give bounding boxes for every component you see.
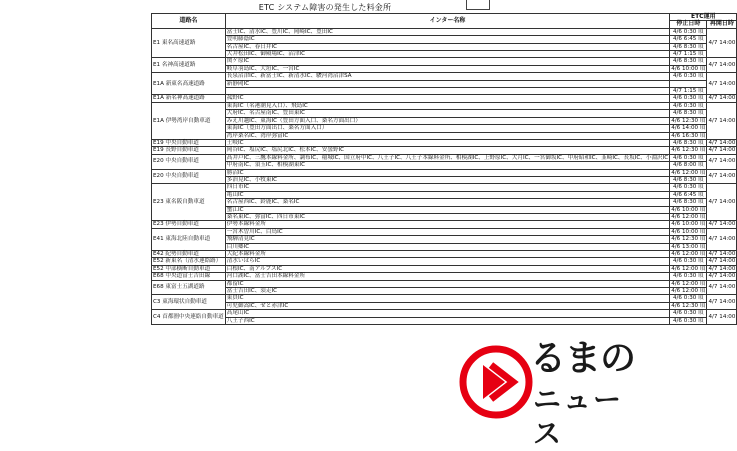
table-row [152,132,737,139]
stop-time-cell: 4/7 1:15 頃 [670,88,707,95]
table-row [152,280,737,287]
interchange-cell: 一宮木曽川IC、白鳥IC [225,228,669,235]
interchange-cell: 菰野IC [225,95,669,102]
table-row [152,310,737,317]
road-name-cell: E68 東富士五湖道路 [152,280,226,295]
interchange-cell: 蟹江IC [225,206,669,213]
table-row [152,236,737,243]
interchange-cell: 岡谷IC、塩尻IC、塩尻北IC、松本IC、安曇野IC [225,147,669,154]
logo-text-line2: ニュース [533,383,624,450]
header-ic: インター名称 [225,14,669,29]
table-row [152,65,737,72]
resume-time-cell: 4/7 14:00 [707,28,737,58]
interchange-cell: 土岐IC [225,139,669,146]
resume-time-cell: 4/7 14:00 [708,265,736,272]
interchange-cell: 名古屋IC、春日井IC [225,43,669,50]
interchange-cell: 名古屋西IC、鈴鹿IC、桑名IC [225,199,669,206]
interchange-cell: 東海IC（名港潮見入口）、飛島IC [225,102,669,109]
interchange-cell: 桑名東IC、弥富IC、四日市東IC [225,213,669,220]
road-name-cell: E19 中央自動車道 [152,139,226,146]
interchange-cell: 都留IC [225,280,669,287]
interchange-cell: 飛騨清見IC [225,236,669,243]
table-row [152,265,737,272]
table-row [152,258,737,265]
interchange-cell: 白根IC、南アルプスIC [225,265,669,272]
interchange-cell: 伊勢本線料金所 [225,221,669,228]
resume-time-cell: 4/7 14:00 [707,295,737,310]
table-row [152,58,737,65]
stop-time-cell: 4/6 0:30 頃 [670,28,707,35]
road-name-cell: E1A 新東名高速道路 [152,73,226,95]
interchange-cell: 東員IC [225,295,669,302]
header-resume: 再開日時 [707,21,737,28]
road-name-cell: E1 名神高速道路 [152,58,226,73]
table-row [152,273,737,280]
stop-time-cell: 4/6 8:30 頃 [670,58,707,65]
resume-time-cell: 4/7 14:00 [707,310,737,325]
table-row [152,184,737,191]
interchange-cell [225,88,669,95]
interchange-cell: 亀山IC [225,191,669,198]
stop-time-cell: 4/6 12:00 頃 [671,288,706,295]
stop-time-cell: 4/6 12:30 頃 [671,147,706,154]
road-name-cell: E52 中部横断自動車道 [152,265,226,272]
header-road: 道路名 [152,14,226,29]
stop-time-cell: 4/6 6:45 頃 [670,191,707,198]
road-name-cell: E68 中央道富士吉田線 [152,273,226,280]
stop-time-cell: 4/6 0:30 頃 [670,95,707,102]
table-row [152,317,737,324]
stop-time-cell: 4/6 12:00 頃 [671,265,706,272]
interchange-cell: 勝沼IC [225,169,669,176]
interchange-cell: 関ケ原IC [225,58,669,65]
table-row [152,162,737,169]
table-row [152,199,737,206]
table-row [152,154,737,161]
stop-time-cell: 4/6 8:30 頃 [670,43,707,50]
road-name-cell: E20 中央自動車道 [152,154,226,169]
interchange-cell: 四日市IC [225,184,669,191]
interchange-cell: 高井戸IC、三鷹本線料金所、調布IC、稲城IC、国立府中IC、八王子IC、八王子本線料金所、相模湖IC、上野原IC、大月IC、一宮御坂IC、甲府昭和IC、韮崎IC、長坂IC、小淵沢IC [226,154,669,161]
stop-time-cell [670,80,707,87]
stop-time-cell: 4/6 10:00 頃 [671,221,706,228]
resume-time-cell: 4/7 14:00 [707,102,737,139]
interchange-cell: 新静岡IC [225,80,669,87]
interchange-cell: 湾岸桑名IC、湾岸弥富IC [225,132,669,139]
road-name-cell: E20 中央自動車道 [152,169,226,184]
road-name-cell: E52 新東名（清水連絡路） [152,258,226,265]
table-row [152,139,737,146]
resume-time-cell: 4/7 14:00 [708,251,736,257]
resume-time-cell: 4/7 14:00 [708,273,736,280]
resume-time-cell: 4/7 14:00 [707,154,737,169]
interchange-cell: 八王子西IC [225,317,669,324]
interchange-cell: 白川郷IC [225,243,669,250]
interchange-cell: 大紀本線料金所 [225,251,669,258]
stop-time-cell: 4/6 0:30 頃 [670,310,707,317]
road-name-cell: C4 首都圏中央連絡自動車道 [152,310,226,325]
stop-time-cell: 4/6 8:30 頃 [670,176,707,183]
table-row [152,302,737,309]
table-row [152,73,737,80]
table-body [152,28,737,324]
table-row [152,147,737,154]
table-row [152,169,737,176]
table-row [152,206,737,213]
road-name-cell: E19 長野自動車道 [152,147,226,154]
stop-time-cell: 4/6 12:30 頃 [671,236,706,243]
interchange-cell: 河口湖IC、富士吉田本線料金所 [225,273,669,280]
road-name-cell: E23 東名阪自動車道 [152,184,226,221]
resume-time-cell: 4/7 14:00 [707,184,737,221]
resume-time-cell: 4/7 14:00 [708,221,736,228]
resume-time-cell: 4/7 14:00 [707,169,737,184]
interchange-cell: 甲府南IC、須玉IC、相模湖東IC [225,162,669,169]
resume-time-cell: 4/7 14:00 [707,58,737,73]
resume-time-cell: 4/7 14:00 [707,280,737,295]
interchange-cell: 長泉沼津IC、新富士IC、新清水IC、駿河湾沼津SA [225,73,669,80]
road-name-cell: E1A 伊勢湾岸自動車道 [152,102,226,139]
table-row [152,243,737,250]
table-row [152,191,737,198]
stop-time-cell: 4/6 0:30 頃 [670,317,707,324]
table-row [152,125,737,132]
table-row [152,88,737,95]
road-name-cell: E1A 新名神高速道路 [152,95,226,102]
interchange-cell: 豊明藤蔭IC [225,36,669,43]
stop-time-cell: 4/6 0:30 頃 [670,154,707,161]
table-row [152,51,737,58]
stop-time-cell: 4/6 0:30 頃 [670,73,707,80]
interchange-cell: 多治見IC、小牧東IC [225,176,669,183]
stop-time-cell: 4/6 8:30 頃 [670,139,707,146]
table-row [152,95,737,102]
resume-time-cell: 4/7 14:00 [708,147,736,154]
table-row [152,110,737,117]
stop-time-cell: 4/6 12:00 頃 [671,251,706,257]
interchange-cell: 東海IC（豊田方面出口、桑名方面入口） [225,125,669,132]
interchange-cell: 高尾山IC [225,310,669,317]
stop-time-cell: 4/6 12:00 頃 [671,280,706,287]
kuruma-news-logo [461,338,646,450]
stop-time-cell: 4/6 8:30 頃 [670,110,707,117]
road-name-cell: E42 紀勢自動車道 [152,251,226,258]
stop-time-cell: 4/6 12:30 頃 [671,302,706,309]
road-name-cell: C3 東海環状自動車道 [152,295,226,310]
road-name-cell: E41 東海北陸自動車道 [152,228,226,250]
table-row [152,251,737,258]
resume-time-cell: 4/7 14:00 [708,139,736,146]
table-row [152,36,737,43]
stop-time-cell: 4/6 0:30 頃 [670,295,707,302]
stop-time-cell: 4/6 12:00 頃 [671,169,706,176]
interchange-cell: みえ川越IC、東海IC（豊田方面入口、桑名方面出口） [225,117,669,124]
interchange-cell: 富士吉田IC、須走IC [225,288,669,295]
header-stop: 停止日時 [670,21,707,28]
stop-time-cell: 4/6 6:45 頃 [670,36,707,43]
table-row [152,213,737,220]
header-etc: ETC運用 [670,14,737,21]
table-row [152,295,737,302]
stop-time-cell: 4/7 1:15 頃 [670,51,707,58]
road-name-cell: E23 伊勢自動車道 [152,221,226,228]
stop-time-cell: 4/6 16:30 頃 [671,132,706,139]
stop-time-cell: 4/6 10:00 頃 [671,228,706,235]
interchange-cell: 清水いはらIC [225,258,669,265]
stop-time-cell: 4/6 8:00 頃 [670,162,707,169]
kuruma-logo-icon [461,339,531,425]
resume-time-cell: 4/7 14:00 [707,228,737,250]
interchange-cell: 大井松田IC、御殿場IC、沼津IC [225,51,669,58]
stop-time-cell: 4/6 0:30 頃 [670,184,707,191]
stop-time-cell: 4/6 13:00 頃 [671,243,706,250]
etc-outage-table [151,13,737,325]
table-row [152,102,737,109]
document-title: ETC システム障害の発生した料金所 [258,3,392,12]
interchange-cell: 富士IC、清水IC、豊川IC、岡崎IC、豊田IC [225,28,669,35]
interchange-cell: 大府IC、名古屋南IC、豊田東IC [225,110,669,117]
stop-time-cell: 4/6 10:00 頃 [671,206,706,213]
stop-time-cell: 4/6 0:30 頃 [670,273,707,280]
table-row [152,288,737,295]
table-row [152,228,737,235]
resume-time-cell: 4/7 14:00 [707,73,737,95]
resume-time-cell: 4/7 14:00 [708,95,736,102]
resume-time-cell: 4/7 14:00 [708,258,736,265]
table-row [152,43,737,50]
stop-time-cell: 4/6 8:30 頃 [670,199,707,206]
stop-time-cell: 4/6 10:00 頃 [671,65,706,72]
stop-time-cell: 4/6 0:30 頃 [670,258,707,265]
table-row [152,221,737,228]
stop-time-cell: 4/6 14:00 頃 [671,125,706,132]
stop-time-cell: 4/6 12:00 頃 [671,213,706,220]
table-row [152,117,737,124]
stop-time-cell: 4/6 0:30 頃 [670,102,707,109]
table-row [152,80,737,87]
table-row [152,176,737,183]
interchange-cell: 岐阜羽島IC、大垣IC、一宮IC [225,65,669,72]
road-name-cell: E1 東名高速道路 [152,28,226,58]
stop-time-cell: 4/6 12:30 頃 [671,117,706,124]
table-row [152,28,737,35]
logo-text-line1: るまの [530,338,636,379]
interchange-cell: 可児御嵩IC、せと赤津IC [225,302,669,309]
